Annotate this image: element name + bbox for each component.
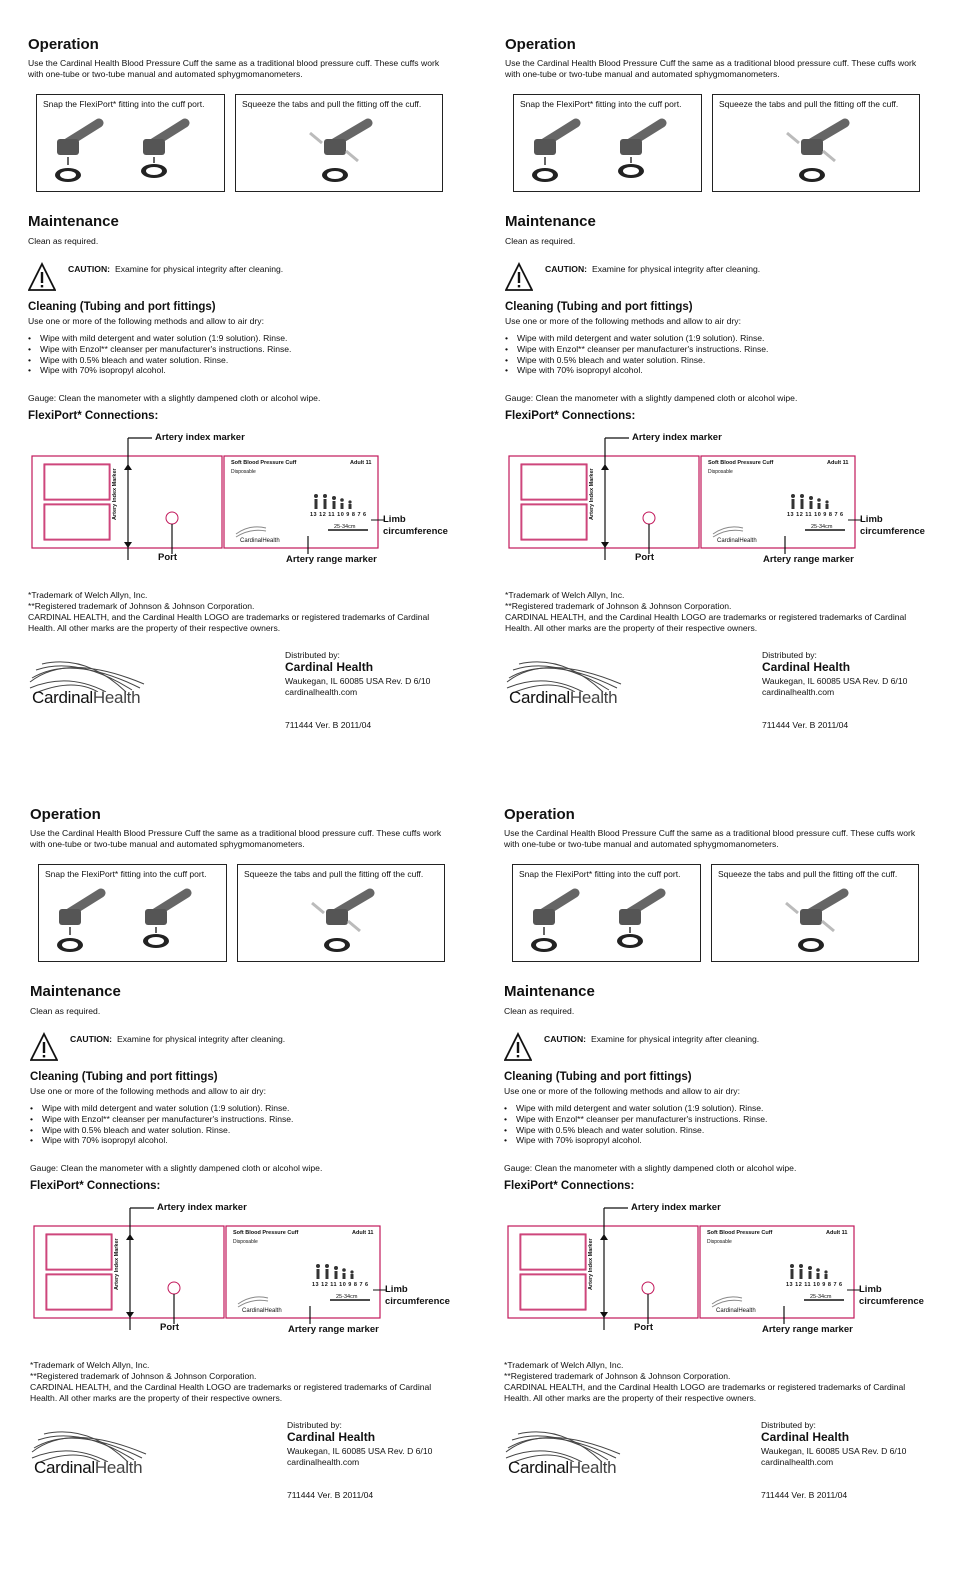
list-item: • Wipe with 0.5% bleach and water solution. Rinse. — [504, 1125, 767, 1136]
caution-text: Examine for physical integrity after cleaning. — [115, 264, 284, 274]
cuff-range: 25-34cm — [811, 524, 833, 530]
snap-caption: Snap the FlexiPort* fitting into the cuff port. — [520, 99, 682, 109]
cardinal-health-logo — [30, 1418, 180, 1480]
cardinal-health-logo — [504, 1418, 654, 1480]
warning-icon — [505, 262, 533, 292]
trademark-cardinal: CARDINAL HEALTH, and the Cardinal Health LOGO are trademarks or registered trademarks of Cardinal Health. All other marks are the property of their respective owners. — [28, 612, 430, 633]
side-marker-text: Artery Index Marker — [589, 468, 595, 520]
cleaning-title: Cleaning (Tubing and port fittings) — [28, 301, 216, 313]
list-item: • Wipe with mild detergent and water solution (1:9 solution). Rinse. — [28, 333, 291, 344]
cuff-subtitle: Disposable — [231, 469, 256, 475]
cuff-scale: 13 12 11 10 9 8 7 6 — [312, 1282, 369, 1288]
distributor-company: Cardinal Health — [762, 660, 851, 674]
distributor-company: Cardinal Health — [285, 660, 374, 674]
cuff-scale: 13 12 11 10 9 8 7 6 — [786, 1282, 843, 1288]
connections-title: FlexiPort* Connections: — [28, 410, 159, 422]
cleaning-intro: Use one or more of the following methods and allow to air dry: — [30, 1086, 266, 1096]
gauge-note: Gauge: Clean the manometer with a slightly dampened cloth or alcohol wipe. — [505, 393, 798, 403]
side-marker-text: Artery Index Marker — [114, 1238, 120, 1290]
cuff-logo-text: CardinalHealth — [242, 1308, 282, 1314]
operation-intro: Use the Cardinal Health Blood Pressure Cuff the same as a traditional blood pressure cuff. These cuffs work with one-tube or two-tube manual and automated sphygmomanometers. — [30, 828, 442, 849]
trademark-johnson: **Registered trademark of Johnson & Johnson Corporation. — [504, 1371, 731, 1381]
cleaning-title: Cleaning (Tubing and port fittings) — [505, 301, 693, 313]
caution-text: Examine for physical integrity after cleaning. — [592, 264, 761, 274]
operation-intro: Use the Cardinal Health Blood Pressure Cuff the same as a traditional blood pressure cuff. These cuffs work with one-tube or two-tube manual and automated sphygmomanometers. — [28, 58, 440, 79]
port-label: Port — [160, 1322, 179, 1333]
caution-label: CAUTION: — [544, 1034, 587, 1044]
distributor-website: cardinalhealth.com — [285, 687, 358, 697]
logo-word-light: Health — [568, 1458, 617, 1477]
side-marker-text: Artery Index Marker — [588, 1238, 594, 1290]
cleaning-title: Cleaning (Tubing and port fittings) — [504, 1071, 692, 1083]
warning-icon — [30, 1032, 58, 1062]
cuff-subtitle: Disposable — [708, 469, 733, 475]
trademark-cardinal: CARDINAL HEALTH, and the Cardinal Health LOGO are trademarks or registered trademarks of Cardinal Health. All other marks are the property of their respective owners. — [504, 1382, 906, 1403]
maintenance-title: Maintenance — [28, 213, 119, 230]
logo-wordmark — [32, 688, 140, 708]
distributed-by-label: Distributed by: — [287, 1420, 342, 1430]
list-item: • Wipe with 70% isopropyl alcohol. — [504, 1135, 767, 1146]
connections-title: FlexiPort* Connections: — [505, 410, 636, 422]
list-item: • Wipe with 70% isopropyl alcohol. — [505, 365, 768, 376]
logo-wordmark — [508, 1458, 616, 1478]
squeeze-figure — [712, 94, 920, 192]
port-label: Port — [635, 552, 654, 563]
limb-label: Limb — [385, 1284, 408, 1295]
distributor-block — [285, 650, 430, 698]
circumference-label: circumference — [383, 526, 448, 537]
logo-word-light: Health — [94, 1458, 143, 1477]
legal-notice — [505, 590, 935, 634]
snap-figure — [512, 864, 701, 962]
list-item: • Wipe with 0.5% bleach and water solution. Rinse. — [505, 355, 768, 366]
cuff-title: Soft Blood Pressure Cuff — [231, 460, 297, 466]
cleaning-title: Cleaning (Tubing and port fittings) — [30, 1071, 218, 1083]
logo-wordmark — [509, 688, 617, 708]
clean-as-required: Clean as required. — [504, 1006, 575, 1016]
cuff-scale: 13 12 11 10 9 8 7 6 — [787, 512, 844, 518]
cuff-title: Soft Blood Pressure Cuff — [708, 460, 774, 466]
squeeze-figure — [235, 94, 443, 192]
list-item: • Wipe with mild detergent and water solution (1:9 solution). Rinse. — [505, 333, 768, 344]
operation-intro: Use the Cardinal Health Blood Pressure Cuff the same as a traditional blood pressure cuff. These cuffs work with one-tube or two-tube manual and automated sphygmomanometers. — [505, 58, 917, 79]
operation-title: Operation — [504, 806, 575, 823]
squeeze-caption: Squeeze the tabs and pull the fitting off the cuff. — [718, 869, 898, 879]
distributor-company: Cardinal Health — [287, 1430, 376, 1444]
artery-index-marker-label: Artery index marker — [157, 1202, 247, 1213]
port-label: Port — [634, 1322, 653, 1333]
logo-word-bold: Cardinal — [34, 1458, 95, 1477]
cuff-subtitle: Disposable — [233, 1239, 258, 1245]
trademark-welch-allyn: *Trademark of Welch Allyn, Inc. — [30, 1360, 150, 1370]
logo-swoosh-icon — [30, 1418, 180, 1462]
cuff-range: 25-34cm — [810, 1294, 832, 1300]
list-item: • Wipe with Enzol** cleanser per manufacturer's instructions. Rinse. — [505, 344, 768, 355]
limb-label: Limb — [383, 514, 406, 525]
trademark-cardinal: CARDINAL HEALTH, and the Cardinal Health LOGO are trademarks or registered trademarks of Cardinal Health. All other marks are the property of their respective owners. — [505, 612, 907, 633]
snap-figure — [36, 94, 225, 192]
squeeze-fitting-illustration — [238, 865, 444, 961]
distributed-by-label: Distributed by: — [285, 650, 340, 660]
cuff-size: Adult 11 — [827, 460, 849, 466]
squeeze-caption: Squeeze the tabs and pull the fitting off the cuff. — [719, 99, 899, 109]
squeeze-figure — [711, 864, 919, 962]
caution-label: CAUTION: — [545, 264, 588, 274]
cuff-range: 25-34cm — [336, 1294, 358, 1300]
clean-as-required: Clean as required. — [505, 236, 576, 246]
trademark-johnson: **Registered trademark of Johnson & Johnson Corporation. — [28, 601, 255, 611]
trademark-johnson: **Registered trademark of Johnson & Johnson Corporation. — [30, 1371, 257, 1381]
cuff-range: 25-34cm — [334, 524, 356, 530]
artery-range-marker-label: Artery range marker — [762, 1324, 853, 1335]
snap-figure — [513, 94, 702, 192]
legal-notice — [504, 1360, 934, 1404]
list-item: • Wipe with Enzol** cleanser per manufacturer's instructions. Rinse. — [28, 344, 291, 355]
limb-label: Limb — [859, 1284, 882, 1295]
maintenance-title: Maintenance — [30, 983, 121, 1000]
distributor-block — [287, 1420, 432, 1468]
cuff-scale: 13 12 11 10 9 8 7 6 — [310, 512, 367, 518]
warning-icon — [504, 1032, 532, 1062]
cuff-logo-text: CardinalHealth — [717, 538, 757, 544]
operation-title: Operation — [28, 36, 99, 53]
operation-intro: Use the Cardinal Health Blood Pressure Cuff the same as a traditional blood pressure cuff. These cuffs work with one-tube or two-tube manual and automated sphygmomanometers. — [504, 828, 916, 849]
list-item: • Wipe with 0.5% bleach and water solution. Rinse. — [30, 1125, 293, 1136]
connections-title: FlexiPort* Connections: — [30, 1180, 161, 1192]
trademark-welch-allyn: *Trademark of Welch Allyn, Inc. — [504, 1360, 624, 1370]
maintenance-title: Maintenance — [505, 213, 596, 230]
cuff-diagram — [30, 1186, 460, 1336]
list-item: • Wipe with 0.5% bleach and water solution. Rinse. — [28, 355, 291, 366]
cuff-diagram — [504, 1186, 934, 1336]
snap-figure — [38, 864, 227, 962]
artery-index-marker-label: Artery index marker — [632, 432, 722, 443]
artery-index-marker-label: Artery index marker — [631, 1202, 721, 1213]
circumference-label: circumference — [859, 1296, 924, 1307]
cleaning-methods-list — [504, 1103, 767, 1146]
cardinal-health-logo — [28, 648, 178, 710]
squeeze-fitting-illustration — [712, 865, 918, 961]
instruction-panel-top-left — [28, 36, 468, 796]
list-item: • Wipe with 70% isopropyl alcohol. — [30, 1135, 293, 1146]
distributor-address: Waukegan, IL 60085 USA Rev. D 6/10 — [287, 1446, 433, 1456]
artery-range-marker-label: Artery range marker — [288, 1324, 379, 1335]
instruction-panel-top-right — [505, 36, 945, 796]
clean-as-required: Clean as required. — [28, 236, 99, 246]
logo-word-light: Health — [569, 688, 618, 707]
list-item: • Wipe with mild detergent and water solution (1:9 solution). Rinse. — [504, 1103, 767, 1114]
distributor-website: cardinalhealth.com — [761, 1457, 834, 1467]
snap-caption: Snap the FlexiPort* fitting into the cuff port. — [43, 99, 205, 109]
distributor-company: Cardinal Health — [761, 1430, 850, 1444]
distributor-address: Waukegan, IL 60085 USA Rev. D 6/10 — [285, 676, 431, 686]
caution-label: CAUTION: — [70, 1034, 113, 1044]
distributed-by-label: Distributed by: — [761, 1420, 816, 1430]
logo-swoosh-icon — [28, 648, 178, 692]
cleaning-intro: Use one or more of the following methods and allow to air dry: — [505, 316, 741, 326]
list-item: • Wipe with Enzol** cleanser per manufacturer's instructions. Rinse. — [504, 1114, 767, 1125]
document-version: 711444 Ver. B 2011/04 — [287, 1490, 374, 1500]
cuff-size: Adult 11 — [352, 1230, 374, 1236]
logo-word-bold: Cardinal — [508, 1458, 569, 1477]
cuff-subtitle: Disposable — [707, 1239, 732, 1245]
cardinal-health-logo — [505, 648, 655, 710]
circumference-label: circumference — [860, 526, 925, 537]
connections-title: FlexiPort* Connections: — [504, 1180, 635, 1192]
instruction-panel-bottom-right — [504, 806, 944, 1566]
cleaning-methods-list — [30, 1103, 293, 1146]
list-item: • Wipe with Enzol** cleanser per manufacturer's instructions. Rinse. — [30, 1114, 293, 1125]
trademark-welch-allyn: *Trademark of Welch Allyn, Inc. — [505, 590, 625, 600]
caution-text: Examine for physical integrity after cleaning. — [117, 1034, 286, 1044]
clean-as-required: Clean as required. — [30, 1006, 101, 1016]
gauge-note: Gauge: Clean the manometer with a slightly dampened cloth or alcohol wipe. — [30, 1163, 323, 1173]
squeeze-fitting-illustration — [236, 95, 442, 191]
caution-text: Examine for physical integrity after cleaning. — [591, 1034, 760, 1044]
cleaning-intro: Use one or more of the following methods and allow to air dry: — [28, 316, 264, 326]
list-item: • Wipe with mild detergent and water solution (1:9 solution). Rinse. — [30, 1103, 293, 1114]
document-version: 711444 Ver. B 2011/04 — [285, 720, 372, 730]
cleaning-methods-list — [505, 333, 768, 376]
logo-swoosh-icon — [504, 1418, 654, 1462]
caution-label: CAUTION: — [68, 264, 111, 274]
cuff-diagram — [28, 416, 458, 566]
distributed-by-label: Distributed by: — [762, 650, 817, 660]
snap-fitting-illustration — [39, 865, 226, 961]
snap-fitting-illustration — [37, 95, 224, 191]
distributor-block — [761, 1420, 906, 1468]
trademark-welch-allyn: *Trademark of Welch Allyn, Inc. — [28, 590, 148, 600]
instruction-panel-bottom-left — [30, 806, 470, 1566]
squeeze-figure — [237, 864, 445, 962]
artery-range-marker-label: Artery range marker — [763, 554, 854, 565]
port-label: Port — [158, 552, 177, 563]
cleaning-intro: Use one or more of the following methods and allow to air dry: — [504, 1086, 740, 1096]
logo-word-bold: Cardinal — [509, 688, 570, 707]
circumference-label: circumference — [385, 1296, 450, 1307]
cuff-logo-text: CardinalHealth — [716, 1308, 756, 1314]
cuff-logo-text: CardinalHealth — [240, 538, 280, 544]
gauge-note: Gauge: Clean the manometer with a slightly dampened cloth or alcohol wipe. — [504, 1163, 797, 1173]
logo-word-light: Health — [92, 688, 141, 707]
operation-title: Operation — [505, 36, 576, 53]
distributor-block — [762, 650, 907, 698]
logo-wordmark — [34, 1458, 142, 1478]
maintenance-title: Maintenance — [504, 983, 595, 1000]
cuff-diagram — [505, 416, 935, 566]
artery-range-marker-label: Artery range marker — [286, 554, 377, 565]
distributor-address: Waukegan, IL 60085 USA Rev. D 6/10 — [762, 676, 908, 686]
warning-icon — [28, 262, 56, 292]
trademark-cardinal: CARDINAL HEALTH, and the Cardinal Health LOGO are trademarks or registered trademarks of Cardinal Health. All other marks are the property of their respective owners. — [30, 1382, 432, 1403]
cuff-title: Soft Blood Pressure Cuff — [233, 1230, 299, 1236]
limb-label: Limb — [860, 514, 883, 525]
operation-title: Operation — [30, 806, 101, 823]
cuff-size: Adult 11 — [826, 1230, 848, 1236]
document-version: 711444 Ver. B 2011/04 — [762, 720, 849, 730]
squeeze-fitting-illustration — [713, 95, 919, 191]
list-item: • Wipe with 70% isopropyl alcohol. — [28, 365, 291, 376]
distributor-address: Waukegan, IL 60085 USA Rev. D 6/10 — [761, 1446, 907, 1456]
logo-word-bold: Cardinal — [32, 688, 93, 707]
legal-notice — [30, 1360, 460, 1404]
squeeze-caption: Squeeze the tabs and pull the fitting off the cuff. — [242, 99, 422, 109]
cleaning-methods-list — [28, 333, 291, 376]
snap-caption: Snap the FlexiPort* fitting into the cuff port. — [45, 869, 207, 879]
legal-notice — [28, 590, 458, 634]
cuff-title: Soft Blood Pressure Cuff — [707, 1230, 773, 1236]
artery-index-marker-label: Artery index marker — [155, 432, 245, 443]
snap-fitting-illustration — [514, 95, 701, 191]
snap-caption: Snap the FlexiPort* fitting into the cuff port. — [519, 869, 681, 879]
document-version: 711444 Ver. B 2011/04 — [761, 1490, 848, 1500]
gauge-note: Gauge: Clean the manometer with a slightly dampened cloth or alcohol wipe. — [28, 393, 321, 403]
side-marker-text: Artery Index Marker — [112, 468, 118, 520]
cuff-size: Adult 11 — [350, 460, 372, 466]
snap-fitting-illustration — [513, 865, 700, 961]
logo-swoosh-icon — [505, 648, 655, 692]
distributor-website: cardinalhealth.com — [287, 1457, 360, 1467]
distributor-website: cardinalhealth.com — [762, 687, 835, 697]
trademark-johnson: **Registered trademark of Johnson & Johnson Corporation. — [505, 601, 732, 611]
squeeze-caption: Squeeze the tabs and pull the fitting off the cuff. — [244, 869, 424, 879]
